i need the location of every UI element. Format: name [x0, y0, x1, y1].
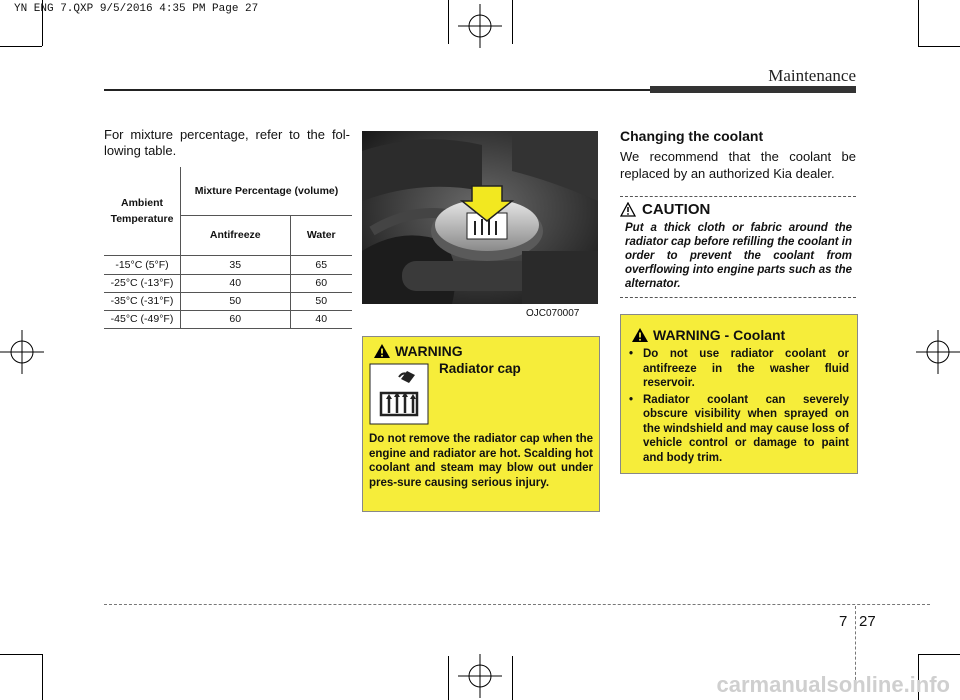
caution-heading — [620, 201, 856, 219]
warning-subtitle: Radiator cap — [439, 361, 521, 376]
section-heading: Changing the coolant — [620, 128, 764, 144]
table-cell: 60 — [290, 274, 352, 292]
footer-rule — [104, 604, 930, 605]
table-cell: 65 — [290, 255, 352, 274]
warning-title: WARNING — [395, 343, 463, 359]
warning-radiator-cap-box — [362, 336, 600, 512]
table-cell: 50 — [290, 292, 352, 310]
crop-mark — [918, 0, 919, 46]
warning-coolant-box — [620, 314, 858, 474]
warning-triangle-icon — [373, 343, 391, 359]
table-cell: 35 — [181, 255, 291, 274]
col-header-ambient: Ambient Temperature — [104, 167, 181, 255]
crop-mark — [448, 0, 449, 44]
crop-mark — [918, 654, 960, 655]
watermark: carmanualsonline.info — [716, 672, 950, 697]
list-item: • Radiator coolant can severely obscure visibility when sprayed on the windshield and may cause loss of vehicle control or damage to paint and body trim. — [629, 393, 849, 466]
radiator-cap-photo — [362, 131, 598, 304]
registration-mark-icon — [0, 330, 44, 374]
registration-mark-icon — [916, 330, 960, 374]
crop-mark — [0, 46, 42, 47]
warning-triangle-icon — [631, 327, 649, 343]
radiator-hot-coolant-icon — [369, 363, 429, 425]
section-paragraph: We recommend that the coolant be replaced by an authorized Kia dealer. — [620, 149, 856, 181]
registration-mark-icon — [458, 4, 502, 48]
page-number: 27 — [859, 613, 876, 630]
warning-bullet-list — [629, 347, 849, 467]
warning-title-prefix: WARNING - — [653, 327, 734, 343]
table-cell: 50 — [181, 292, 291, 310]
caution-title: CAUTION — [642, 201, 711, 218]
table-cell: -45°C (-49°F) — [104, 310, 181, 328]
table-cell: -35°C (-31°F) — [104, 292, 181, 310]
print-metadata: YN ENG 7.QXP 9/5/2016 4:35 PM Page 27 — [14, 3, 259, 15]
warning-text: Do not remove the radiator cap when the engine and radiator are hot. Scalding hot coolant and steam may blow out under pres-sure causing serious injury. — [369, 433, 593, 489]
photo-code: OJC070007 — [526, 308, 580, 319]
col-header-water: Water — [290, 215, 352, 255]
table-cell: 60 — [181, 310, 291, 328]
crop-mark — [448, 656, 449, 700]
header-rule-accent — [650, 86, 856, 93]
crop-mark — [0, 654, 42, 655]
list-item: • Do not use radiator coolant or antifreeze in the washer fluid reservoir. — [629, 347, 849, 391]
divider — [620, 297, 856, 298]
col-header-antifreeze: Antifreeze — [181, 215, 291, 255]
crop-mark — [918, 46, 960, 47]
table-cell: -15°C (5°F) — [104, 255, 181, 274]
caution-box — [620, 196, 856, 298]
section-title: Maintenance — [768, 66, 856, 85]
warning-title — [653, 327, 785, 343]
crop-mark — [42, 654, 43, 700]
table-cell: 40 — [290, 310, 352, 328]
table-cell: -25°C (-13°F) — [104, 274, 181, 292]
crop-mark — [512, 656, 513, 700]
warning-title-suffix: Coolant — [733, 327, 786, 343]
chapter-number: 7 — [839, 613, 848, 630]
col-header-mixture: Mixture Percentage (volume) — [181, 167, 353, 215]
table-cell: 40 — [181, 274, 291, 292]
crop-mark — [512, 0, 513, 44]
intro-text: For mixture percentage, refer to the fol-lowing table. — [104, 127, 350, 158]
caution-triangle-icon — [620, 202, 636, 217]
divider — [620, 196, 856, 197]
mixture-table — [104, 167, 352, 329]
caution-text: Put a thick cloth or fabric around the radiator cap before refilling the coolant in order to prevent the coolant from overflowing into engine parts such as the alternator. — [625, 222, 852, 290]
registration-mark-icon — [458, 654, 502, 698]
